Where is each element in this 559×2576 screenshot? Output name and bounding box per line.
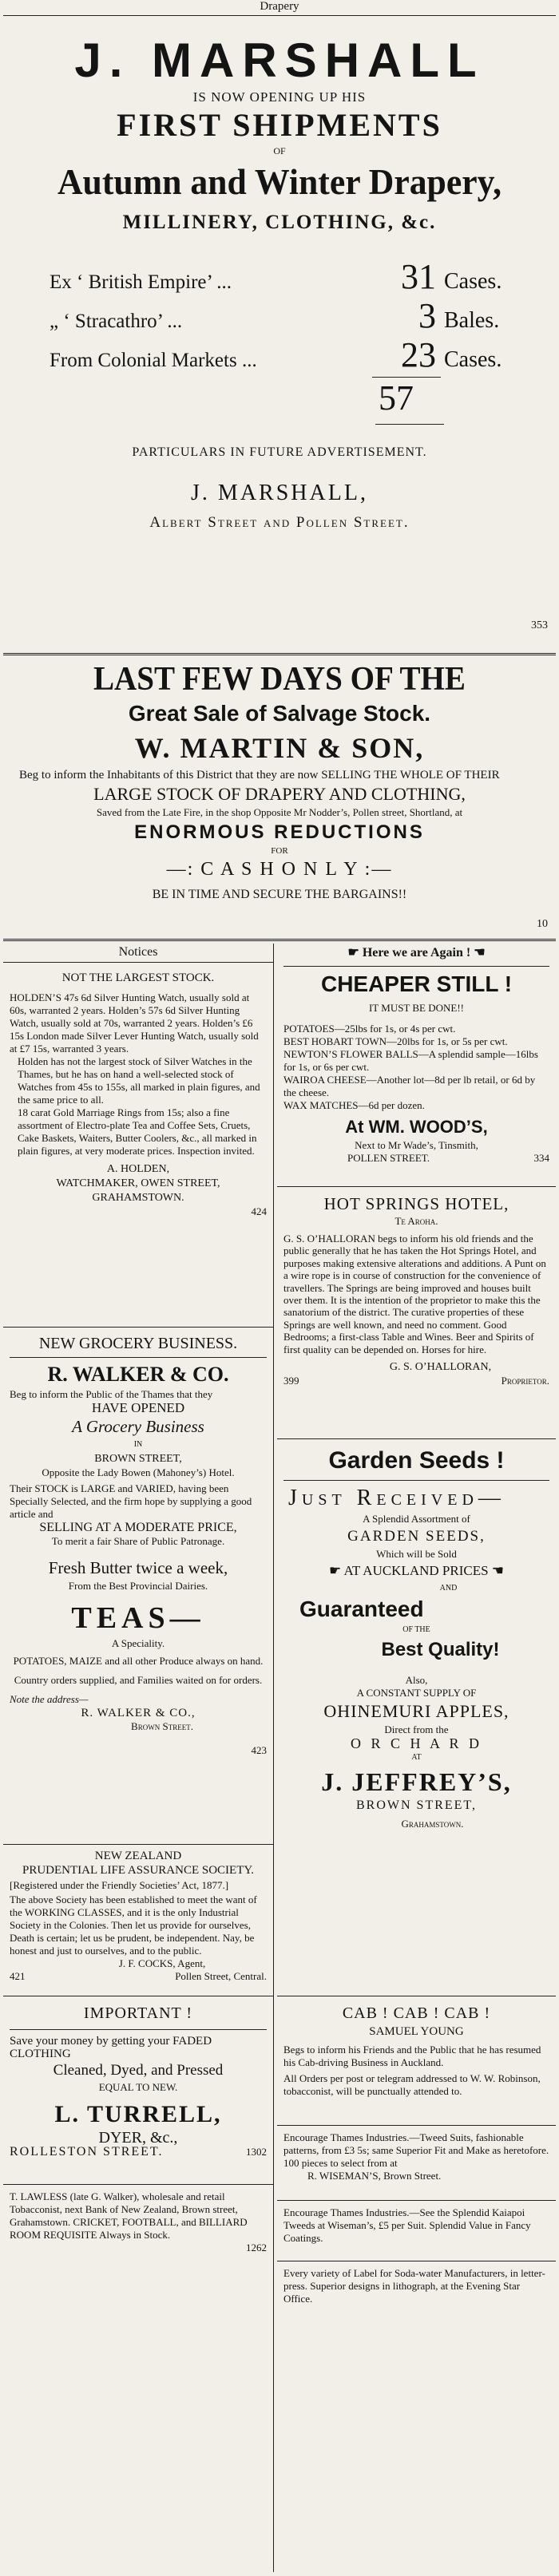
wood-p2: BEST HOBART TOWN—20lbs for 1s, or 5s per cwt.: [283, 1035, 508, 1047]
turrell-name: L. TURRELL,: [54, 2101, 222, 2127]
shipment-label: From Colonial Markets ...: [50, 350, 257, 371]
cab-name: SAMUEL YOUNG: [369, 2025, 464, 2038]
martin-enorm: ENORMOUS REDUCTIONS: [134, 821, 425, 843]
holden-p1: HOLDEN’S 47s 6d Silver Hunting Watch, usually sold at 60s, warranted 2 years. Holden’s 57s 6d Silver Hunting Watch, usually sold at 70s, warranted 2 years. Holden’s £6 15s London made Silver Lever Hunting Watch, usually sold at £7 15s, warranted 3 years.: [10, 991, 259, 1055]
marshall-line2: FIRST SHIPMENTS: [117, 107, 442, 143]
prudential-ad: [3, 1849, 273, 1983]
shipment-unit: Cases.: [444, 347, 502, 372]
hotel-h2: Te Aroha.: [394, 1215, 438, 1227]
jeffrey-best: Best Quality!: [381, 1639, 500, 1660]
labels-p: Every variety of Label for Soda-water Manufacturers, in letter-press. Superior designs in lithograph, at the Evening Star Office.: [283, 2267, 545, 2305]
ad-number: 353: [531, 619, 548, 631]
walker-ad: [3, 1333, 273, 1757]
shipment-count: 3: [418, 296, 436, 335]
walker-sig: R. WALKER & CO.,: [81, 1707, 196, 1719]
martin-h2: Great Sale of Salvage Stock.: [128, 701, 431, 726]
wood-head: CHEAPER STILL !: [320, 971, 513, 996]
marshall-line1: IS NOW OPENING UP HIS: [192, 89, 367, 105]
ad-number: 1262: [246, 2242, 267, 2254]
holden-town: GRAHAMSTOWN.: [92, 1192, 184, 1204]
jeffrey-also: Also,: [405, 1674, 428, 1686]
jeffrey-of: OF THE: [402, 1625, 430, 1634]
holden-head: NOT THE LARGEST STOCK.: [61, 971, 215, 984]
shipment-row: [3, 334, 556, 374]
walker-name: R. WALKER & CO.: [47, 1363, 229, 1386]
turrell-equal: EQUAL TO NEW.: [98, 2081, 178, 2093]
jeffrey-direct: Direct from the: [384, 1723, 449, 1735]
martin-body2: Saved from the Late Fire, in the shop Opposite Mr Nodder’s, Pollen street, Shortland, at: [96, 806, 463, 818]
walker-brown: Brown Street.: [131, 1720, 193, 1732]
marshall-sig: J. MARSHALL,: [191, 481, 368, 505]
cab-head: CAB ! CAB ! CAB !: [342, 2004, 491, 2022]
jeffrey-street: BROWN STREET,: [355, 1798, 478, 1812]
cab-p: Begs to inform his Friends and the Public that he has resumed his Cab-driving Business in Auckland.: [283, 2044, 541, 2068]
hotel-p: G. S. O’HALLORAN begs to inform his old friends and the public generally that he has taken the Hot Springs Hotel, and purposes making extensive alterations and additions. A Punt on a wire rope is in course of construction for the convenience of travellers. The Springs are being improved and houses built over them. It is the intention of the proprietor to make this the sanatorium of the district. The curative properties of these Springs are well known, and need no comment. Good Bedrooms; a first-class Table and Wines. Beer and Spirits of first quality can be depended on. Horses for hire.: [283, 1233, 546, 1355]
walker-butter: Fresh Butter twice a week,: [48, 1558, 228, 1577]
wiseman-ad-1: [277, 2131, 556, 2182]
wood-p4: WAIROA CHEESE—Another lot—8d per lb retail, or 6d by the cheese.: [283, 1074, 536, 1098]
shipment-list: [3, 256, 556, 374]
wood-p1: POTATOES—25lbs for 1s, or 4s per cwt.: [283, 1023, 456, 1035]
ad-number: 334: [533, 1152, 549, 1164]
thames2-p: Encourage Thames Industries.—See the Splendid Kaiapoi Tweeds at Wiseman’s, £5 per Suit. Splendid Value in Fancy Coatings.: [283, 2206, 531, 2244]
shipment-unit: Bales.: [444, 308, 500, 333]
walker-p1: Beg to inform the Public of the Thames that they: [10, 1388, 213, 1400]
labels-ad: [277, 2267, 556, 2305]
ad-number: 424: [251, 1205, 267, 1217]
left-column: [3, 944, 274, 2572]
shipment-count: 31: [401, 257, 436, 296]
walker-merit: To merit a fair Share of Public Patronage.: [51, 1535, 225, 1547]
wood-p5: WAX MATCHES—6d per dozen.: [283, 1099, 425, 1111]
shipment-unit: Cases.: [444, 269, 502, 294]
turrell-street: ROLLESTON STREET.: [10, 2145, 164, 2159]
cab-p2: All Orders per post or telegram addressed to W. W. Robinson, tobacconist, will be punctually attended to.: [283, 2072, 541, 2097]
turrell-cleaned: Cleaned, Dyed, and Pressed: [53, 2062, 224, 2079]
marshall-of: OF: [273, 145, 286, 156]
turrell-ad: [3, 2002, 273, 2159]
thames1-p: Encourage Thames Industries.—Tweed Suits, fashionable patterns, from £3 5s; same Superior Fit and Make as heretofore. 100 pieces to select from at: [283, 2131, 549, 2169]
holden-p2: Holden has not the largest stock of Silver Watches in the Thames, but he has on hand a well-selected stock of Watches from 45s to 155s, all marked in plain figures, and the same price to all.: [18, 1055, 260, 1106]
jeffrey-guar: Guaranteed: [299, 1597, 424, 1621]
jeffrey-sold: Which will be Sold: [376, 1548, 457, 1560]
wood-at: At WM. WOOD’S,: [345, 1117, 488, 1137]
marshall-line4: MILLINERY, CLOTHING, &c.: [122, 212, 437, 233]
jeffrey-at: AT: [411, 1753, 422, 1762]
wood-ad: [277, 944, 556, 1165]
prudential-p: The above Society has been established to meet the want of the WORKING CLASSES, and it is the only Industrial Society in the Colonies. Then let us provide for ourselves, Death is certain; let us be prudent, be independent. Nay, be honest and just to ourselves, and to the public.: [10, 1893, 257, 1957]
jeffrey-and: AND: [439, 1584, 458, 1593]
ad-number: 423: [251, 1744, 267, 1756]
prudential-sig: J. F. COCKS, Agent,: [118, 1957, 206, 1969]
walker-opened: HAVE OPENED: [91, 1400, 185, 1415]
ad-number: 10: [537, 918, 548, 930]
jeffrey-ad: [277, 1445, 556, 1830]
martin-cash: —: C A S H O N L Y :—: [166, 859, 393, 880]
walker-spec: A Speciality.: [111, 1637, 165, 1649]
wood-done: IT MUST BE DONE!!: [368, 1002, 465, 1014]
marshall-total: 57: [379, 378, 414, 417]
jeffrey-head: Garden Seeds !: [328, 1447, 505, 1474]
shipment-row: [3, 256, 556, 295]
jeffrey-const: A CONSTANT SUPPLY OF: [356, 1687, 477, 1699]
jeffrey-just: Just Received—: [288, 1486, 505, 1510]
marshall-note: PARTICULARS IN FUTURE ADVERTISEMENT.: [132, 445, 427, 459]
lawless-ad: [3, 2190, 273, 2254]
martin-body1: Beg to inform the Inhabitants of this District that they are now SELLING THE WHOLE OF THEIR: [19, 769, 500, 782]
walker-opp: Opposite the Lady Bowen (Mahoney’s) Hotel.: [42, 1466, 235, 1478]
holden-ad: [3, 971, 273, 1218]
walker-street: BROWN STREET,: [94, 1453, 182, 1465]
marshall-name: J. MARSHALL: [74, 34, 485, 87]
walker-country: Country orders supplied, and Families waited on for orders.: [14, 1674, 263, 1686]
lawless-p: T. LAWLESS (late G. Walker), wholesale and retail Tobacconist, next Bank of New Zealand, Brown street, Grahamstown. CRICKET, FOOTBALL, and BILLIARD ROOM REQUISITE Always in Stock.: [10, 2190, 248, 2241]
jeffrey-auck: ☛ AT AUCKLAND PRICES ☚: [328, 1563, 505, 1578]
walker-dairies: From the Best Provincial Dairies.: [68, 1580, 208, 1592]
prudential-h1: NEW ZEALAND: [94, 1850, 182, 1862]
walker-pot: POTATOES, MAIZE and all other Produce always on hand.: [13, 1655, 264, 1667]
walker-in: IN: [133, 1440, 143, 1449]
masthead: Drapery: [3, 0, 556, 16]
thames1-sig: R. WISEMAN’S, Brown Street.: [307, 2170, 442, 2182]
holden-sig: A. HOLDEN,: [106, 1163, 170, 1175]
shipment-label: Ex ‘ British Empire’ ...: [50, 271, 232, 293]
ad-number: 421: [10, 1970, 26, 1982]
shipment-count: 23: [401, 335, 436, 374]
walker-p2: Their STOCK is LARGE and VARIED, having been Specially Selected, and the firm hope by supplying a good article and: [10, 1482, 252, 1520]
martin-time: BE IN TIME AND SECURE THE BARGAINS!!: [152, 888, 407, 901]
wiseman-ad-2: [277, 2206, 556, 2245]
jeffrey-town: Grahamstown.: [401, 1818, 464, 1830]
martin-name: W. MARTIN & SON,: [134, 732, 425, 764]
walker-sell: SELLING AT A MODERATE PRICE,: [39, 1521, 237, 1534]
walker-teas: TEAS—: [71, 1601, 205, 1635]
marshall-ad: [3, 19, 556, 650]
walker-note: Note the address—: [10, 1693, 89, 1705]
shipment-label: „ ‘ Stracathro’ ...: [50, 311, 183, 332]
wood-p3: NEWTON’S FLOWER BALLS—A splendid sample—16lbs for 1s, or 6s per cwt.: [283, 1048, 538, 1073]
hotel-ad: [277, 1193, 556, 1387]
martin-h1: LAST FEW DAYS OF THE: [93, 661, 466, 698]
marshall-line3: Autumn and Winter Drapery,: [57, 161, 502, 202]
turrell-head: IMPORTANT !: [83, 2004, 193, 2022]
wood-next: Next to Mr Wade’s, Tinsmith,: [355, 1139, 478, 1151]
ad-number: 399: [283, 1375, 299, 1387]
prudential-addr: Pollen Street, Central.: [175, 1970, 267, 1982]
notices-header: Notices: [3, 944, 273, 963]
holden-p3: 18 carat Gold Marriage Rings from 15s; also a fine assortment of Electro-plate Tea and Coffee Sets, Cruets, Cake Baskets, Waiters, Butter Coolers, &c., all marked in plain figures, at very moderate prices. Inspection invited.: [18, 1106, 257, 1157]
turrell-dyer: DYER, &c.,: [98, 2129, 178, 2147]
ad-number: 1302: [246, 2146, 267, 2158]
jeffrey-assort: A Splendid Assortment of: [363, 1513, 470, 1525]
jeffrey-seeds: GARDEN SEEDS,: [347, 1528, 486, 1545]
hotel-sig: G. S. O’HALLORAN,: [389, 1361, 492, 1374]
jeffrey-name: J. JEFFREY’S,: [321, 1767, 512, 1796]
walker-head: NEW GROCERY BUSINESS.: [38, 1335, 238, 1352]
cab-ad: [277, 2002, 556, 2098]
jeffrey-orch: O R C H A R D: [350, 1735, 483, 1751]
turrell-p: Save your money by getting your FADED CLOTHING: [10, 2035, 212, 2060]
holden-sig2: WATCHMAKER, OWEN STREET,: [56, 1177, 220, 1189]
hotel-h1: HOT SPRINGS HOTEL,: [323, 1194, 509, 1213]
right-column: [277, 944, 556, 2572]
hotel-prop: Proprietor.: [501, 1375, 549, 1387]
martin-stock: LARGE STOCK OF DRAPERY AND CLOTHING,: [93, 784, 466, 804]
wood-street: POLLEN STREET.: [347, 1152, 430, 1164]
shipment-row: [3, 295, 556, 334]
marshall-addr: Albert Street and Pollen Street.: [149, 514, 410, 531]
prudential-reg: [Registered under the Friendly Societies’ Act, 1877.]: [10, 1879, 229, 1891]
prudential-h2: PRUDENTIAL LIFE ASSURANCE SOCIETY.: [22, 1864, 255, 1877]
walker-a: A Grocery Business: [72, 1417, 204, 1436]
jeffrey-apples: OHINEMURI APPLES,: [323, 1701, 509, 1721]
wood-top: ☛ Here we are Again ! ☚: [347, 946, 486, 960]
martin-for: FOR: [271, 846, 288, 856]
martin-ad: [3, 659, 556, 936]
